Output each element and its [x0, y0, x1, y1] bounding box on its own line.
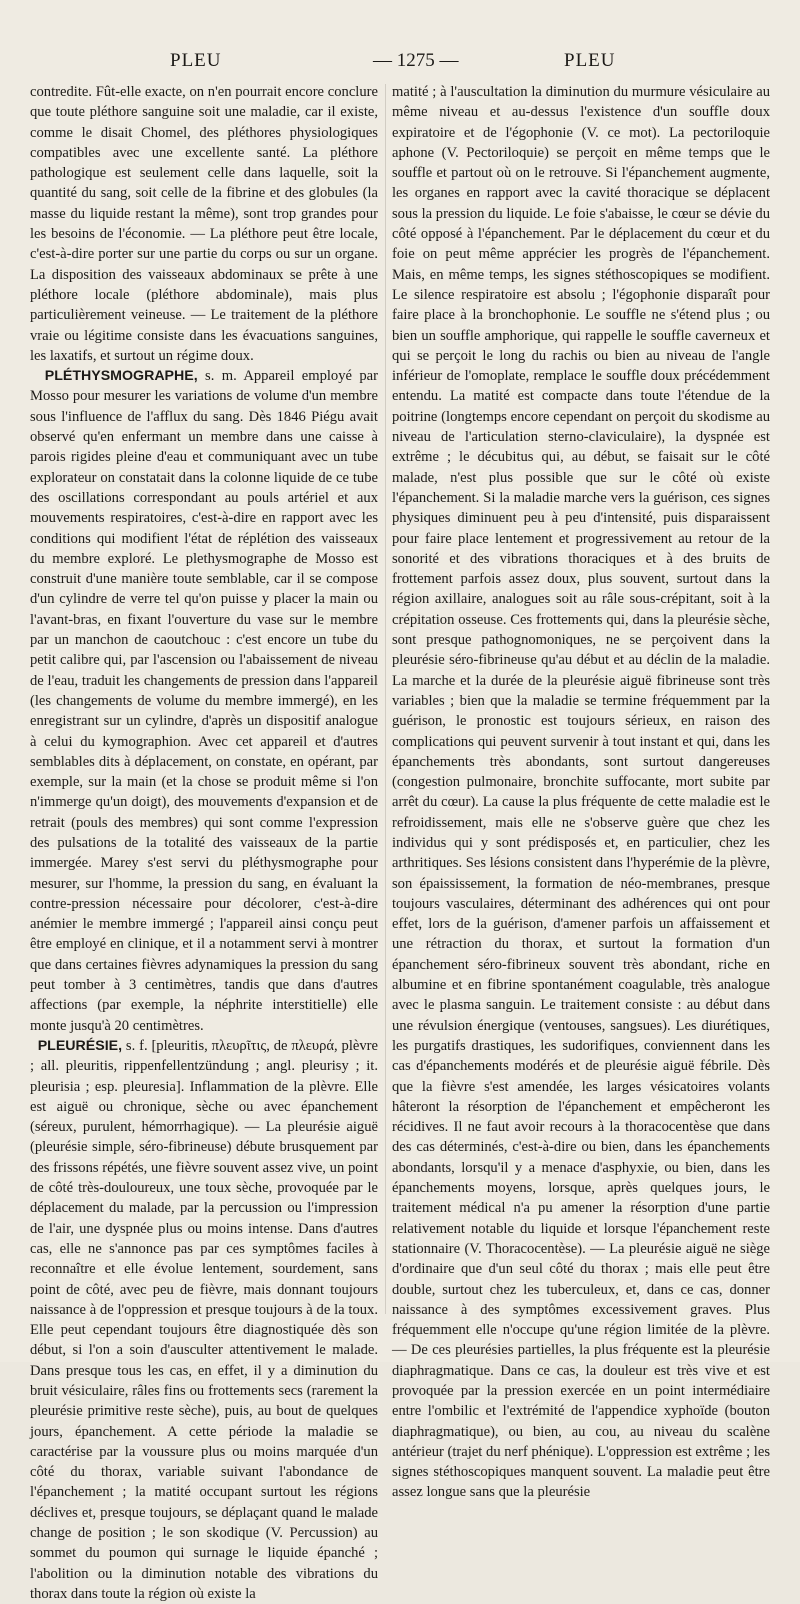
entry-body: s. m. Appareil employé par Mosso pour mesurer les variations de volume d'un membre sous l'influence de l'afflux du sang. Dès 1846 Piégu avait observé qu'en enfermant un membre dans une caisse à parois rigides pleine d'eau et communiquant avec un tube explorateur on constatait dans la colonne liquide de ce tube des oscillations correspondant au pouls artériel et aux mouvements respiratoires, c'est-à-dire en rapport avec les conditions qui modifient l'état de réplétion des vaisseaux du membre exploré. Le plethysmographe de Mosso est construit d'une manière toute semblable, car il se compose d'un cylindre de verre tel qu'on puisse y placer la main ou l'avant-bras, en fixant l'ouverture du vase sur le membre par un manchon de caoutchouc : c'est encore un tube du petit calibre qui, par l'ascension ou l'abaissement de niveau de l'eau, traduit les changements de pression dans l'appareil (les changements de volume du membre immergé), en les enregistrant sur un cylindre, d'après un dispositif analogue à celui du kymographion. Avec cet appareil et d'autres semblables dits à déplacement, on constate, en opérant, par exemple, sur la main (et la chose se produit même si l'on n'immerge qu'un doigt), des mouvements d'expansion et de retrait (pouls des membres) qui sont comme l'expression des pulsations de la totalité des vaisseaux de la partie immergée. Marey s'est servi du pléthysmographe pour mesurer, sur l'homme, la pression du sang, en évaluant la contre-pression nécessaire pour décolorer, c'est-à-dire anémier le membre immergé ; l'appareil ainsi conçu peut être employé en clinique, et il a notamment servi à montrer que dans certaines fièvres adynamiques la pression du sang peut tomber à 3 centimètres, tandis que dans d'autres affections (par exemple, la néphrite interstitielle) elle monte jusqu'à 20 centimètres.: [30, 368, 378, 1034]
running-header: [40, 50, 760, 80]
entry-headword: PLEURÉSIE,: [37, 1037, 123, 1054]
page-number: — 1275 —: [373, 50, 459, 71]
entry-body: s. f. [pleuritis, πλευρῖτις, de πλευρά, plèvre ; all. pleuritis, rippenfellentzündung ; angl. pleurisy ; it. pleurisia ; esp. pleuresia]. Inflammation de la plèvre. Elle est aiguë ou chronique, sèche ou avec épanchement (séreux, purulent, hémorrhagique). — La pleurésie aiguë (pleurésie simple, séro-fibrineuse) débute brusquement par des frissons répétés, une fièvre souvent assez vive, un point de côté très-douloureux, une toux sèche, provoquée par le déplacement du malade, par la percussion ou l'impression de l'air, une dyspnée plus ou moins intense. Dans d'autres cas, elle ne s'annonce pas par ces symptômes faciles à reconnaître et elle évolue lentement, sourdement, sans point de côté, avec peu de fièvre, mais donnant toujours naissance à de l'oppression et presque toujours à de la toux. Elle peut cependant toujours être diagnostiquée dès son début, si l'on a soin d'ausculter attentivement le malade. Dans presque tous les cas, en effet, il y a diminution du bruit vésiculaire, râles fins ou frottements secs (rarement la pleurésie primitive reste sèche), puis, au bout de quelques jours, épanchement. A cette période la maladie se caractérise par la voussure plus ou moins marquée d'un côté du thorax, variable suivant l'abondance de l'épanchement ; la matité occupant surtout les régions déclives et, presque toujours, se déplaçant quand le malade change de position ; le son skodique (V. Percussion) au sommet du poumon qui surnage le liquide épanché ; l'abolition ou la diminution notable des vibrations du thorax dans toute la région où existe la: [30, 1037, 378, 1602]
pleuresie-entry-continuation: matité ; à l'auscultation la diminution du murmure vésiculaire au même niveau et au-dessus l'existence d'un souffle doux expiratoire et de l'égophonie (V. ce mot). La pectoriloquie aphone (V. Pectoriloquie) se perçoit en même temps que le souffle et partout où on le retrouve. Si l'épanchement augmente, les organes en rapport avec la cavité thoracique se déplacent sous la pression du liquide. Le foie s'abaisse, le cœur se dévie du côté opposé à l'épanchement. Par le déplacement du cœur et du foie on peut même apprécier les progrès de l'épanchement. Mais, en même temps, les signes stéthoscopiques se modifient. Le silence respiratoire est absolu ; l'égophonie disparaît pour faire place à la bronchophonie. Le souffle ne s'étend plus ; ou bien un souffle amphorique, qui rappelle le souffle caverneux et qui se perçoit le long du rachis ou bien au niveau de l'angle inférieur de l'omoplate, remplace le souffle doux précédemment entendu. La matité est compacte dans toute l'étendue de la poitrine (longtemps encore cependant on perçoit du skodisme au niveau de l'articulation sterno-claviculaire), la dyspnée est extrême ; le décubitus qui, au début, se faisait sur le côté malade, n'est plus possible que sur le côté où existe l'épanchement. Si la maladie marche vers la guérison, ces signes physiques diminuent peu à peu d'intensité, puis disparaissent pour faire place lentement et progressivement au retour de la sonorité et des vibrations thoraciques et à des bruits de frottement parfois assez doux, plus souvent, surtout dans la région axillaire, analogues soit au râle sous-crépitant, soit à la crépitation osseuse. Ces frottements qui, dans la pleurésie sèche, sont presque pathognomoniques, ne se perçoivent dans la pleurésie séro-fibrineuse qu'au début et au déclin de la maladie. La marche et la durée de la pleurésie aiguë fibrineuse sont très variables ; bien que la maladie se termine fréquemment par la guérison, le pronostic est toujours sérieux, en raison des complications qui peuvent survenir à tout instant et qui, dans les épanchements très abondants, sont surtout dangereuses (congestion pulmonaire, bronchite suffocante, mort subite par arrêt du cœur). La cause la plus fréquente de cette maladie est le refroidissement, mais elle ne s'observe guère que chez les individus qui y sont prédisposés et, en particulier, chez les arthritiques. Ses lésions consistent dans l'hyperémie de la plèvre, son épaississement, la formation de néo-membranes, presque toujours vasculaires, déterminant des adhérences qui ont pour effet, lors de la guérison, d'amener parfois un affaissement et une rétraction du thorax, et surtout la formation d'un épanchement séro-fibrineux souvent très abondant, riche en albumine et en fibrine spontanément coagulable, très analogue avec le plasma sanguin. Le traitement consiste : au début dans une révulsion énergique (ventouses, sangsues). Les diurétiques, les purgatifs drastiques, les sudorifiques, conviennent dans les cas d'épanchements modérés et de pleurésie aiguë fébrile. Dès que la fièvre s'est amendée, les larges vésicatoires volants hâteront la résorption de l'épanchement et empêcheront les récidives. Il ne faut avoir recours à la thoracocentèse que dans des cas déterminés, c'est-à-dire ou bien, dans les épanchements abondants, lorsqu'il y a menace d'asphyxie, ou bien, dans les épanchements moyens, lorsque, après quelques jours, le traitement médical n'a pu amener la résorption d'une partie relativement notable du liquide et lorsque l'épanchement reste stationnaire (V. Thoracocentèse). — La pleurésie aiguë ne siège d'ordinaire que d'un seul côté du thorax ; mais elle peut être double, surtout chez les tuberculeux, et, dans ce cas, donner naissance à des symptômes excessivement graves. Plus fréquemment elle n'occupe qu'une région limitée de la plèvre. — De ces pleurésies partielles, la plus fréquente est la pleurésie diaphragmatique. Dans ce cas, la douleur est très vive et est provoquée par la pression exercée en un point intermédiaire entre l'ombilic et l'extrémité de l'appendice xyphoïde (bouton diaphragmatique), ou bien, au cou, au niveau du scalène antérieur (trajet du nerf phénique). L'oppression est extrême ; les signes stéthoscopiques manquent souvent. La maladie peut être assez longue sans que la pleurésie: [392, 84, 770, 1501]
header-left-word: PLEU: [170, 50, 222, 71]
pleuresie-entry: [30, 1036, 378, 1604]
column-divider: [385, 84, 386, 1314]
pletore-entry-continuation: contredite. Fût-elle exacte, on n'en pourrait encore conclure que toute pléthore sanguine soit une maladie, car il existe, comme le disait Chomel, des pléthores physiologiques compatibles avec une excellente santé. La pléthore pathologique est seulement celle dans laquelle, soit la quantité du sang, soit celle de la fibrine et des globules (la masse du liquide restant la même), sont trop grandes pour les besoins de l'économie. — La pléthore peut être locale, c'est-à-dire porter sur une partie du corps ou sur un organe. La disposition des vaisseaux abdominaux se prête à une pléthore locale (pléthore abdominale), mais plus particulièrement veineuse. — Le traitement de la pléthore vraie ou légitime consiste dans les évacuations sanguines, les laxatifs, et surtout un régime doux.: [30, 84, 378, 364]
entry-headword: PLÉTHYSMOGRAPHE,: [44, 368, 198, 385]
left-column: [30, 82, 378, 1602]
header-right-word: PLEU: [564, 50, 616, 71]
plethysmographe-entry: [30, 366, 378, 1036]
right-column: [392, 82, 770, 1501]
